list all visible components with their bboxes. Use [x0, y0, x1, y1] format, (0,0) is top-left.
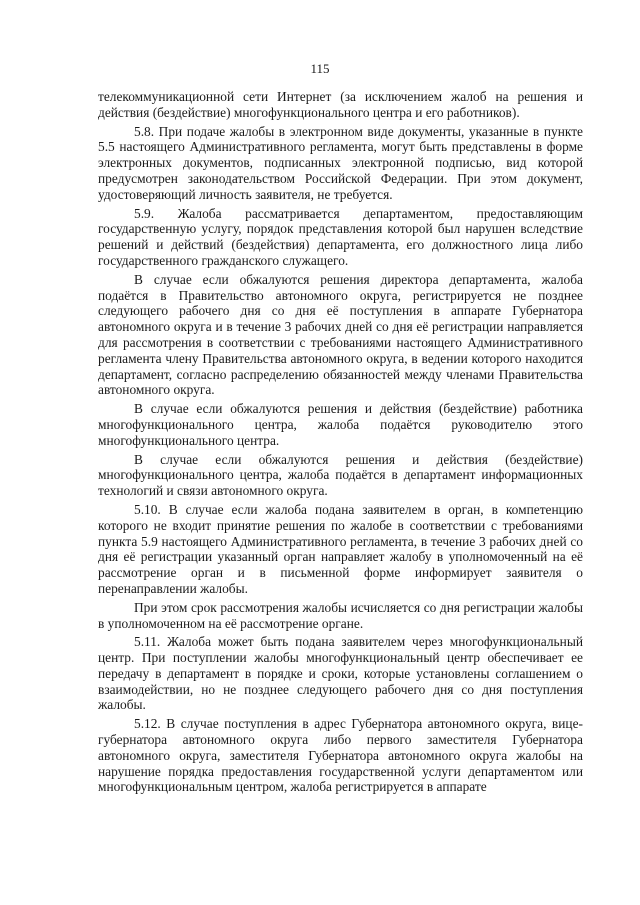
- page-number: 115: [310, 61, 330, 76]
- paragraph-5-12: 5.12. В случае поступления в адрес Губернатора автономного округа, вице-губернатора автономного округа либо первого заместителя Губернатора автономного округа, заместителя Губернатора автономного округа жалобы на нарушение порядка предоставления государственной услуги департаментом или многофункциональным центром, жалоба регистрируется в аппарате: [98, 716, 583, 795]
- paragraph-5-11: 5.11. Жалоба может быть подана заявителем через многофункциональный центр. При поступлении жалобы многофункциональный центр обеспечивает ее передачу в департамент в порядке и сроки, которые установлены соглашением о взаимодействии, но не позднее следующего рабочего дня со дня поступления жалобы.: [98, 634, 583, 713]
- document-body: [98, 89, 583, 795]
- paragraph-5-9-director: В случае если обжалуются решения директора департамента, жалоба подаётся в Правительство автономного округа, регистрируется не позднее следующего рабочего дня со дня её поступления в аппарате Губернатора автономного округа и в течение 3 рабочих дней со дня её регистрации направляется для рассмотрения в соответствии с требованиями настоящего Административного регламента члену Правительства автономного округа, в ведении которого находится департамент, согласно распределению обязанностей между членами Правительства автономного округа.: [98, 271, 583, 398]
- paragraph-5-10: 5.10. В случае если жалоба подана заявителем в орган, в компетенцию которого не входит принятие решения по жалобе в соответствии с требованиями пункта 5.9 настоящего Административного регламента, в течение 3 рабочих дней со дня её регистрации указанный орган направляет жалобу в уполномоченный на её рассмотрение орган и в письменной форме информирует заявителя о перенаправлении жалобы.: [98, 501, 583, 596]
- paragraph-continuation: телекоммуникационной сети Интернет (за исключением жалоб на решения и действия (бездействие) многофункционального центра и его работников).: [98, 89, 583, 120]
- paragraph-5-9-mfc-worker: В случае если обжалуются решения и действия (бездействие) работника многофункционального центра, жалоба подаётся руководителю этого многофункционального центра.: [98, 401, 583, 448]
- paragraph-5-9-mfc: В случае если обжалуются решения и действия (бездействие) многофункционального центра, жалоба подаётся в департамент информационных технологий и связи автономного округа.: [98, 451, 583, 499]
- paragraph-5-10-term: При этом срок рассмотрения жалобы исчисляется со дня регистрации жалобы в уполномоченном на её рассмотрение органе.: [98, 599, 583, 631]
- paragraph-5-9: 5.9. Жалоба рассматривается департаментом, предоставляющим государственную услугу, порядок представления которой был нарушен вследствие решений и действий (бездействия) департамента, его должностного лица либо государственного гражданского служащего.: [98, 205, 583, 268]
- paragraph-5-8: 5.8. При подаче жалобы в электронном виде документы, указанные в пункте 5.5 настоящего Административного регламента, могут быть представлены в форме электронных документов, подписанных электронной подписью, вид которой предусмотрен законодательством Российской Федерации. При этом документ, удостоверяющий личность заявителя, не требуется.: [98, 123, 583, 202]
